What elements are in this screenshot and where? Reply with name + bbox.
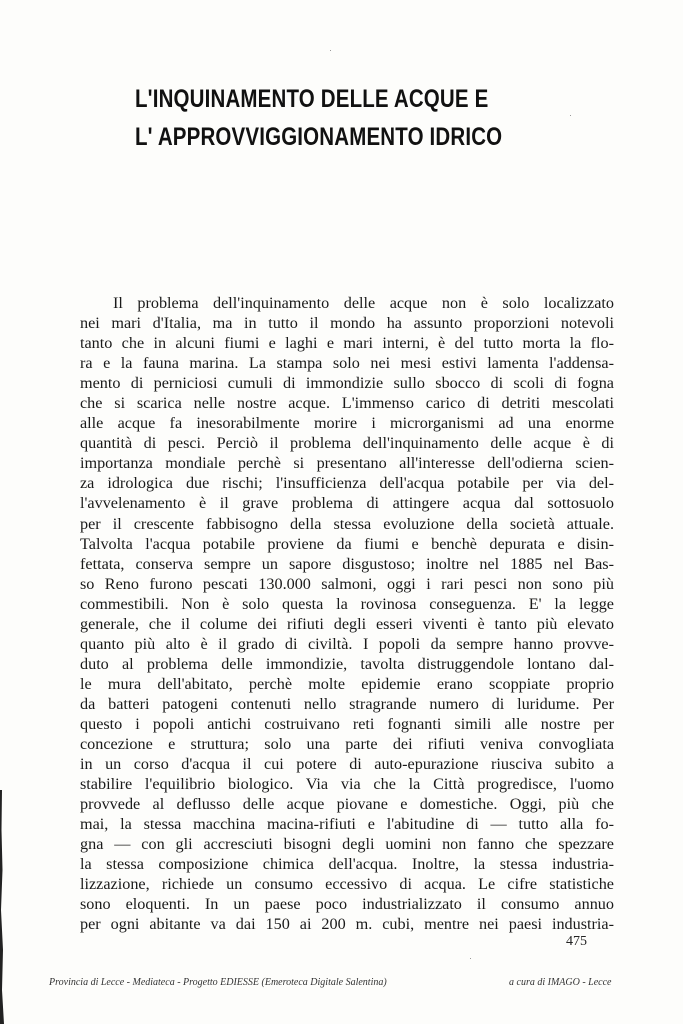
body-line: fettata, conserva sempre un sapore disgustoso; inoltre nel 1885 nel Bas- xyxy=(80,554,614,573)
scan-speck xyxy=(470,958,471,959)
scan-speck xyxy=(570,115,571,116)
body-line: concezione e struttura; solo una parte dei rifiuti veniva convogliata xyxy=(80,735,614,754)
body-line: provvede al deflusso delle acque piovane e domestiche. Oggi, più che xyxy=(80,795,614,814)
body-line: quantità di pesci. Perciò il problema dell'inquinamento delle acque è di xyxy=(80,434,614,453)
body-line: quanto più alto è il grado di civiltà. I popoli da sempre hanno provve- xyxy=(80,634,614,653)
footer-credit-left: Provincia di Lecce - Mediateca - Progetto EDIESSE (Emeroteca Digitale Salentina) xyxy=(49,977,387,988)
body-line: per il crescente fabbisogno della stessa evoluzione della società attuale. xyxy=(80,514,614,533)
body-line: gna — con gli accresciuti bisogni degli uomini non fanno che spezzare xyxy=(80,835,614,854)
body-line: l'avvelenamento è il grave problema di attingere acqua dal sottosuolo xyxy=(80,494,614,513)
body-line: tanto che in alcuni fiumi e laghi e mari interni, è del tutto morta la flo- xyxy=(80,334,614,353)
body-line: sono eloquenti. In un paese poco industrializzato il consumo annuo xyxy=(80,895,614,914)
body-line: stabilire l'equilibrio biologico. Via via che la Città progredisce, l'uomo xyxy=(80,775,614,794)
body-line: le mura dell'abitato, perchè molte epidemie erano scoppiate proprio xyxy=(80,674,614,693)
title-line-2: L' APPROVVIGGIONAMENTO IDRICO xyxy=(135,123,503,151)
body-line: nei mari d'Italia, ma in tutto il mondo ha assunto proporzioni notevoli xyxy=(80,314,614,333)
scan-edge-shadow xyxy=(0,790,5,1024)
body-line: ra e la fauna marina. La stampa solo nei mesi estivi lamenta l'addensa- xyxy=(80,354,614,373)
body-line: alle acque fa inesorabilmente morire i microrganismi ad una enorme xyxy=(80,414,614,433)
title-line-1: L'INQUINAMENTO DELLE ACQUE E xyxy=(135,85,489,113)
page-number: 475 xyxy=(566,934,587,949)
body-line: che si scarica nelle nostre acque. L'immenso carico di detriti mescolati xyxy=(80,394,614,413)
scan-speck xyxy=(330,50,331,51)
body-line: la stessa composizione chimica dell'acqua. Inoltre, la stessa industria- xyxy=(80,855,614,874)
body-line: da batteri patogeni contenuti nello stragrande numero di luridume. Per xyxy=(80,694,614,713)
body-line: duto al problema delle immondizie, tavolta distruggendole lontano dal- xyxy=(80,654,614,673)
body-line: in un corso d'acqua il cui potere di auto-epurazione riusciva subito a xyxy=(80,755,614,774)
body-line: lizzazione, richiede un consumo eccessivo di acqua. Le cifre statistiche xyxy=(80,875,614,894)
body-line: mai, la stessa macchina macina-rifiuti e l'abitudine di — tutto alla fo- xyxy=(80,815,614,834)
body-line: Il problema dell'inquinamento delle acque non è solo localizzato xyxy=(113,294,614,312)
footer-credit-right: a cura di IMAGO - Lecce xyxy=(509,977,612,988)
body-line: mento di perniciosi cumuli di immondizie sullo sbocco di scoli di fogna xyxy=(80,374,614,393)
body-line: Talvolta l'acqua potabile proviene da fiumi e benchè depurata e disin- xyxy=(80,534,614,553)
article-title xyxy=(135,80,575,156)
body-line: importanza mondiale perchè si presentano all'interesse dell'odierna scien- xyxy=(80,454,614,473)
body-line: questo i popoli antichi costruivano reti fognanti simili alle nostre per xyxy=(80,714,614,733)
body-line: generale, che il colume dei rifiuti degli esseri viventi è tanto più elevato xyxy=(80,614,614,633)
body-line: commestibili. Non è solo questa la rovinosa conseguenza. E' la legge xyxy=(80,594,614,613)
body-line: za idrologica due rischi; l'insufficienza dell'acqua potabile per via del- xyxy=(80,474,614,493)
body-line: so Reno furono pescati 130.000 salmoni, oggi i rari pesci non sono più xyxy=(80,574,614,593)
article-body xyxy=(80,293,614,935)
body-line: per ogni abitante va dai 150 ai 200 m. cubi, mentre nei paesi industria- xyxy=(80,915,614,934)
